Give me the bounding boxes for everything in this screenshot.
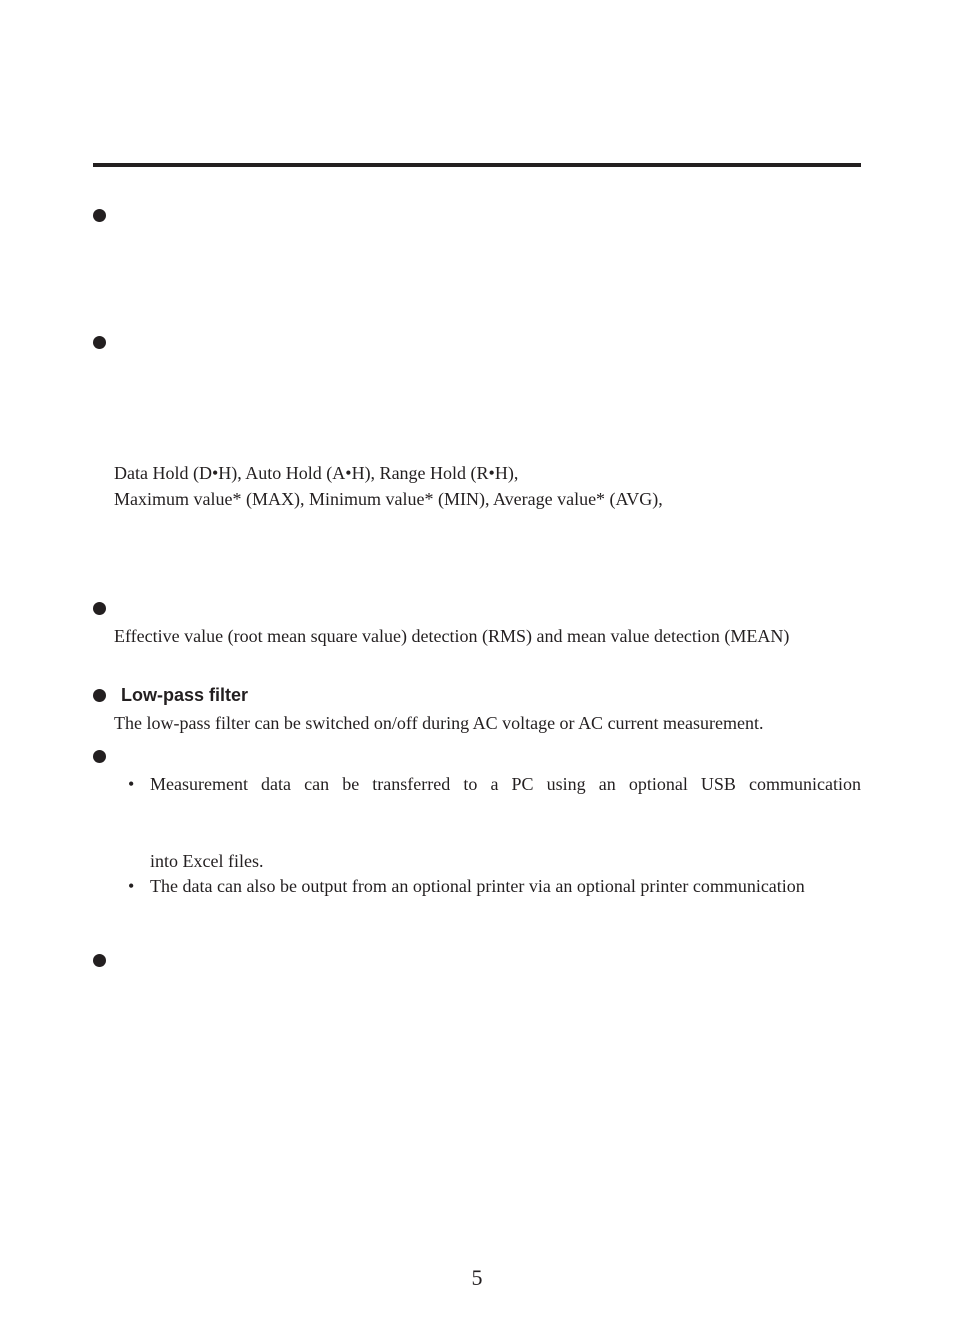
hold-functions-line-1: Data Hold (D•H), Auto Hold (A•H), Range Hold (R•H), <box>114 463 519 483</box>
detection-text: Effective value (root mean square value) detection (RMS) and mean value detection (MEAN) <box>114 626 790 646</box>
communication-item-1-line-1: Measurement data can be transferred to a PC using an optional USB communication <box>150 774 861 794</box>
feature-bullet-6 <box>93 954 106 967</box>
feature-bullet-1 <box>93 209 106 222</box>
feature-bullet-2 <box>93 336 106 349</box>
communication-item-2-line-1: The data can also be output from an optional printer via an optional printer communication <box>150 876 805 896</box>
communication-item-1-line-3: into Excel files. <box>150 851 264 871</box>
communication-item-2-bullet: • <box>128 876 135 896</box>
page-number: 5 <box>471 1265 483 1290</box>
low-pass-filter-heading: Low-pass filter <box>121 685 249 705</box>
feature-bullet-4 <box>93 689 106 702</box>
low-pass-filter-text: The low-pass filter can be switched on/off during AC voltage or AC current measurement. <box>114 713 764 733</box>
feature-bullet-3 <box>93 602 106 615</box>
hold-functions-line-2: Maximum value* (MAX), Minimum value* (MIN), Average value* (AVG), <box>114 489 663 509</box>
feature-bullet-5 <box>93 750 106 763</box>
section-title-rule <box>93 163 861 167</box>
communication-item-1-bullet: • <box>128 774 135 794</box>
